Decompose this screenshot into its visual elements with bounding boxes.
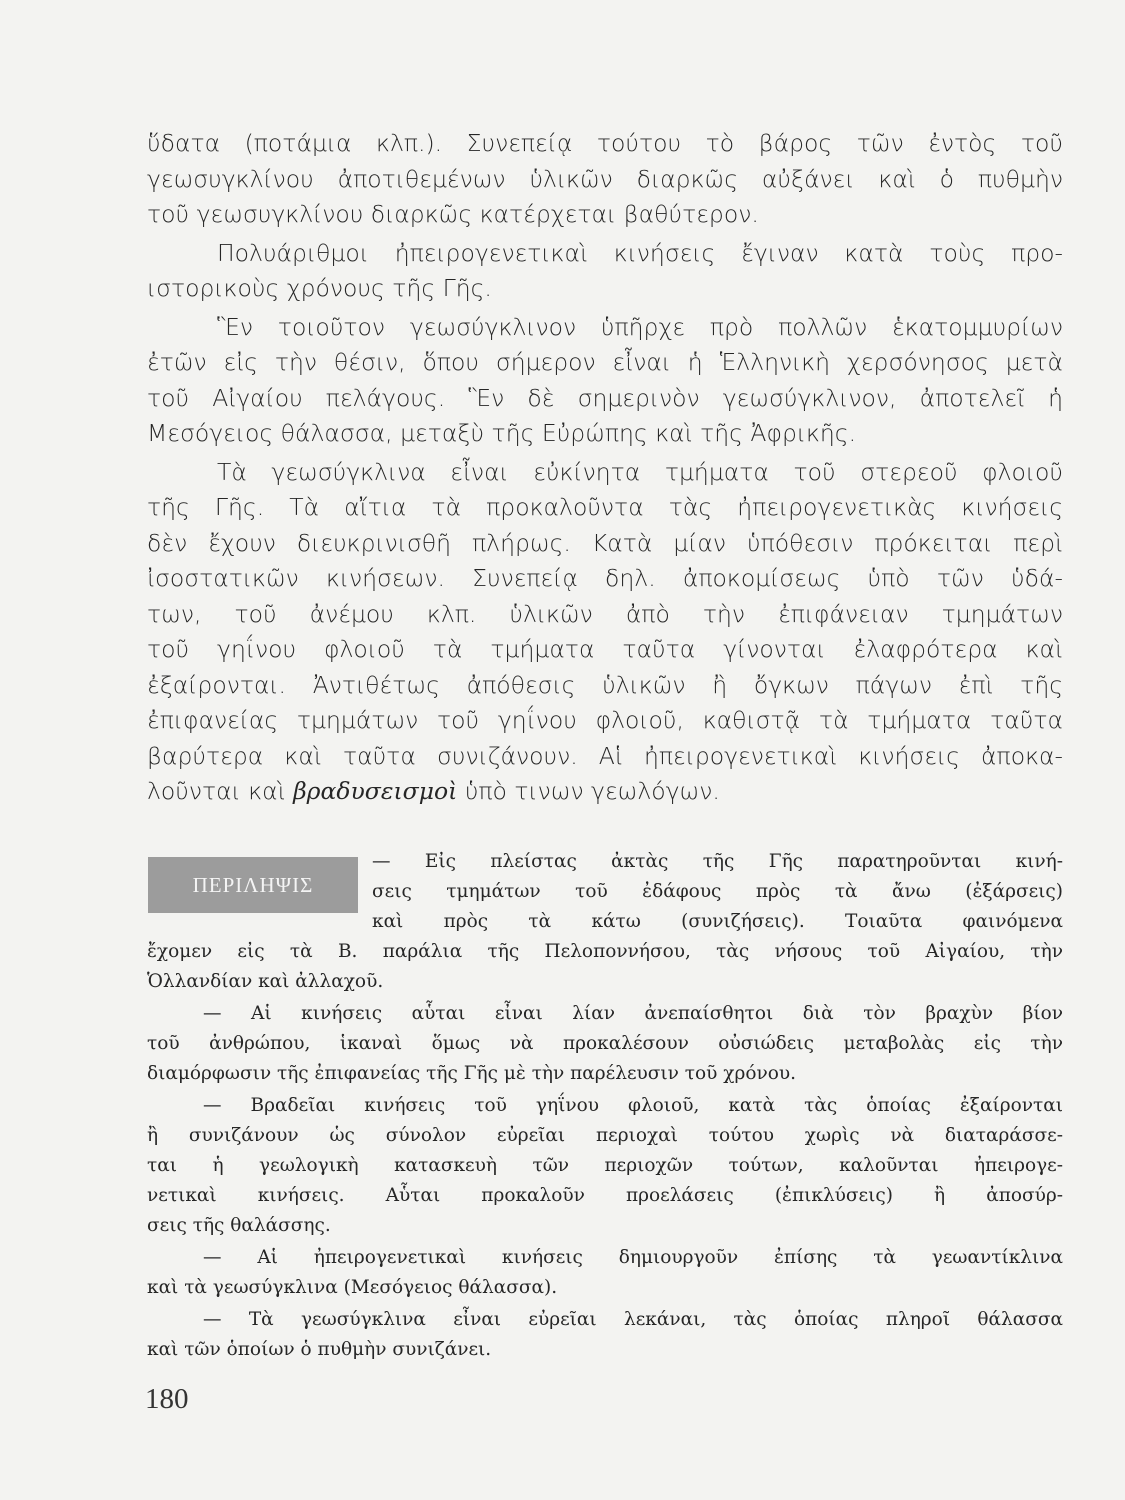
paragraph (147, 455, 1063, 810)
summary-paragraph (147, 1305, 1063, 1365)
italic-term: βραδυσεισμοὶ (293, 777, 458, 805)
text-line: — Βραδεῖαι κινήσεις τοῦ γηΐνου φλοιοῦ, κατὰ τὰς ὁποίας ἐξαίρονται (203, 1095, 1063, 1116)
text-line: των, τοῦ ἀνέμου κλπ. ὑλικῶν ἀπὸ τὴν ἐπιφάνειαν τμημάτων (147, 599, 1063, 628)
body-text (147, 126, 1063, 813)
text-line: δὲν ἔχουν διευκρινισθῆ πλήρως. Κατὰ μίαν ὑπόθεσιν πρόκειται περὶ (147, 528, 1063, 557)
text-line: σεις τῆς θαλάσσης. (147, 1215, 331, 1236)
text-segment: ὑπὸ τινων γεωλόγων. (457, 777, 720, 805)
summary-paragraph (147, 1243, 1063, 1303)
summary-paragraph (147, 1091, 1063, 1241)
text-segment: λοῦνται καὶ (147, 777, 294, 805)
text-line: τοῦ γηΐνου φλοιοῦ τὰ τμήματα ταῦτα γίνονται ἐλαφρότερα καὶ (147, 635, 1063, 663)
text-line: τοῦ ἀνθρώπου, ἱκαναὶ ὅμως νὰ προκαλέσουν οὐσιώδεις μεταβολὰς εἰς τὴν (147, 1033, 1063, 1054)
text-line: τοῦ γεωσυγκλίνου διαρκῶς κατέρχεται βαθύτερον. (147, 200, 759, 228)
text-line: Τὰ γεωσύγκλινα εἶναι εὐκίνητα τμήματα τοῦ στερεοῦ φλοιοῦ (217, 457, 1063, 486)
text-line: καὶ πρὸς τὰ κάτω (συνιζήσεις). Τοιαῦτα φαινόμενα (372, 911, 1063, 932)
summary-label: ΠΕΡΙΛΗΨΙΣ (148, 857, 358, 913)
paragraph (147, 310, 1063, 452)
text-line: ιστορικοὺς χρόνους τῆς Γῆς. (147, 274, 492, 302)
text-line: ἐπιφανείας τμημάτων τοῦ γηΐνου φλοιοῦ, καθιστᾷ τὰ τμήματα ταῦτα (147, 706, 1063, 734)
text-line: ται ἡ γεωλογικὴ κατασκευὴ τῶν περιοχῶν τούτων, καλοῦνται ἠπειρογε- (147, 1155, 1063, 1176)
text-line: Πολυάριθμοι ἠπειρογενετικαὶ κινήσεις ἔγιναν κατὰ τοὺς προ- (217, 238, 1063, 267)
text-line: βαρύτερα καὶ ταῦτα συνιζάνουν. Αἱ ἠπειρογενετικαὶ κινήσεις ἀποκα- (147, 741, 1063, 770)
paragraph (147, 236, 1063, 307)
text-line: Μεσόγειος θάλασσα, μεταξὺ τῆς Εὐρώπης καὶ τῆς Ἀφρικῆς. (147, 419, 857, 447)
text-line: νετικαὶ κινήσεις. Αὗται προκαλοῦν προελάσεις (ἐπικλύσεις) ἢ ἀποσύρ- (147, 1185, 1063, 1206)
text-line: — Τὰ γεωσύγκλινα εἶναι εὐρεῖαι λεκάναι, τὰς ὁποίας πληροῖ θάλασσα (203, 1309, 1063, 1330)
text-line: — Αἱ ἠπειρογενετικαὶ κινήσεις δημιουργοῦν ἐπίσης τὰ γεωαντίκλινα (203, 1247, 1063, 1268)
summary-paragraph (147, 847, 1063, 997)
text-line: διαμόρφωσιν τῆς ἐπιφανείας τῆς Γῆς μὲ τὴν παρέλευσιν τοῦ χρόνου. (147, 1063, 797, 1084)
text-line (147, 774, 1063, 810)
text-line: σεις τμημάτων τοῦ ἐδάφους πρὸς τὰ ἄνω (ἐξάρσεις) (372, 881, 1063, 902)
text-line: ἔχομεν εἰς τὰ Β. παράλια τῆς Πελοποννήσου, τὰς νήσους τοῦ Αἰγαίου, τὴν (147, 941, 1063, 962)
text-line: ἐτῶν εἰς τὴν θέσιν, ὅπου σήμερον εἶναι ἡ Ἑλληνικὴ χερσόνησος μετὰ (147, 348, 1063, 376)
summary-section (147, 847, 1063, 1367)
summary-paragraph (147, 999, 1063, 1089)
text-line: Ὁλλανδίαν καὶ ἀλλαχοῦ. (147, 971, 384, 992)
text-line: τοῦ Αἰγαίου πελάγους. Ἓν δὲ σημερινὸν γεωσύγκλινον, ἀποτελεῖ ἡ (147, 383, 1063, 412)
paragraph (147, 126, 1063, 233)
text-line: — Αἱ κινήσεις αὗται εἶναι λίαν ἀνεπαίσθητοι διὰ τὸν βραχὺν βίον (203, 1003, 1063, 1024)
text-line: ἐξαίρονται. Ἀντιθέτως ἀπόθεσις ὑλικῶν ἢ ὄγκων πάγων ἐπὶ τῆς (147, 670, 1063, 699)
text-line: ὕδατα (ποτάμια κλπ.). Συνεπείᾳ τούτου τὸ βάρος τῶν ἐντὸς τοῦ (147, 129, 1063, 157)
text-line: τῆς Γῆς. Τὰ αἴτια τὰ προκαλοῦντα τὰς ἠπειρογενετικὰς κινήσεις (147, 493, 1063, 521)
page-number: 180 (145, 1383, 189, 1415)
text-line: Ἓν τοιοῦτον γεωσύγκλινον ὑπῆρχε πρὸ πολλῶν ἑκατομμυρίων (217, 312, 1063, 341)
text-line: καὶ τὰ γεωσύγκλινα (Μεσόγειος θάλασσα). (147, 1277, 558, 1298)
text-line: — Εἰς πλείστας ἀκτὰς τῆς Γῆς παρατηροῦνται κινή- (372, 851, 1063, 872)
text-line: ἰσοστατικῶν κινήσεων. Συνεπείᾳ δηλ. ἀποκομίσεως ὑπὸ τῶν ὑδά- (147, 564, 1063, 592)
text-line: καὶ τῶν ὁποίων ὁ πυθμὴν συνιζάνει. (147, 1339, 492, 1360)
text-line: γεωσυγκλίνου ἀποτιθεμένων ὑλικῶν διαρκῶς αὐξάνει καὶ ὁ πυθμὴν (147, 164, 1063, 193)
text-line: ἢ συνιζάνουν ὡς σύνολον εὐρεῖαι περιοχαὶ τούτου χωρὶς νὰ διαταράσσε- (147, 1125, 1063, 1146)
